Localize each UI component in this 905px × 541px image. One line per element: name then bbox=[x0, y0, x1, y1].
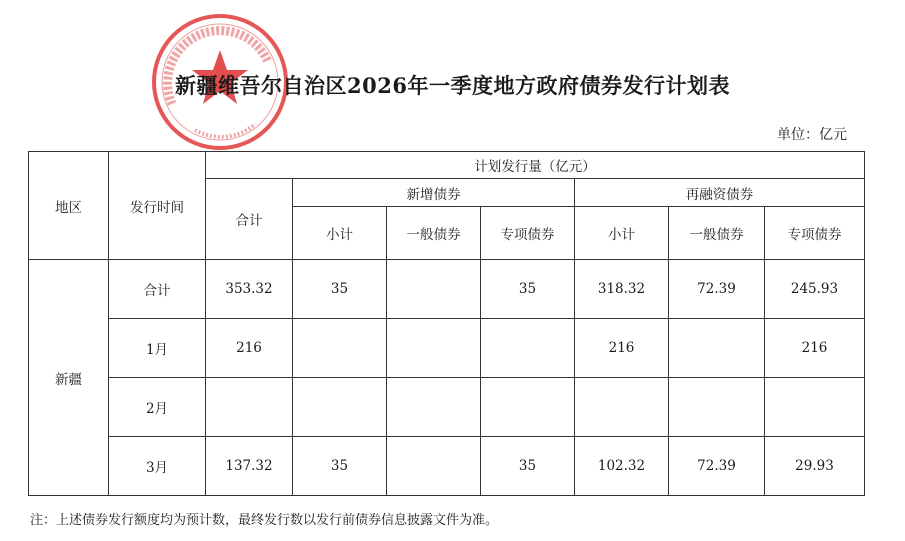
new-subtotal-cell bbox=[293, 378, 387, 437]
table-row bbox=[29, 319, 865, 378]
header-ref-special: 专项债券 bbox=[765, 207, 865, 260]
ref-general-cell bbox=[669, 378, 765, 437]
header-time: 发行时间 bbox=[109, 152, 206, 260]
time-cell: 3月 bbox=[109, 437, 206, 496]
new-special-cell: 35 bbox=[481, 260, 575, 319]
ref-subtotal-cell bbox=[575, 378, 669, 437]
new-subtotal-cell bbox=[293, 319, 387, 378]
page-title: 新疆维吾尔自治区2026年一季度地方政府债券发行计划表 bbox=[175, 73, 730, 98]
ref-special-cell bbox=[765, 378, 865, 437]
total-cell bbox=[206, 378, 293, 437]
ref-subtotal-cell: 318.32 bbox=[575, 260, 669, 319]
total-cell: 137.32 bbox=[206, 437, 293, 496]
region-cell: 新疆 bbox=[29, 260, 109, 496]
header-new-bonds: 新增债券 bbox=[293, 179, 575, 207]
ref-subtotal-cell: 102.32 bbox=[575, 437, 669, 496]
new-special-cell bbox=[481, 378, 575, 437]
table-row bbox=[29, 437, 865, 496]
ref-general-cell: 72.39 bbox=[669, 437, 765, 496]
ref-subtotal-cell: 216 bbox=[575, 319, 669, 378]
unit-label: 单位：亿元 bbox=[777, 127, 847, 143]
new-general-cell bbox=[387, 378, 481, 437]
total-cell: 353.32 bbox=[206, 260, 293, 319]
header-total: 合计 bbox=[206, 179, 293, 260]
new-special-cell: 35 bbox=[481, 437, 575, 496]
header-planned: 计划发行量（亿元） bbox=[206, 152, 865, 179]
header-region: 地区 bbox=[29, 152, 109, 260]
total-cell: 216 bbox=[206, 319, 293, 378]
header-refinance-bonds: 再融资债券 bbox=[575, 179, 865, 207]
ref-special-cell: 29.93 bbox=[765, 437, 865, 496]
header-ref-general: 一般债券 bbox=[669, 207, 765, 260]
header-new-subtotal: 小计 bbox=[293, 207, 387, 260]
ref-general-cell: 72.39 bbox=[669, 260, 765, 319]
new-general-cell bbox=[387, 260, 481, 319]
new-special-cell bbox=[481, 319, 575, 378]
header-ref-subtotal: 小计 bbox=[575, 207, 669, 260]
footnote: 注：上述债券发行额度均为预计数，最终发行数以发行前债券信息披露文件为准。 bbox=[30, 513, 499, 528]
ref-special-cell: 245.93 bbox=[765, 260, 865, 319]
time-cell: 合计 bbox=[109, 260, 206, 319]
time-cell: 1月 bbox=[109, 319, 206, 378]
header-new-general: 一般债券 bbox=[387, 207, 481, 260]
ref-general-cell bbox=[669, 319, 765, 378]
table-row bbox=[29, 260, 865, 319]
new-general-cell bbox=[387, 319, 481, 378]
bond-plan-table bbox=[28, 151, 865, 496]
ref-special-cell: 216 bbox=[765, 319, 865, 378]
new-general-cell bbox=[387, 437, 481, 496]
time-cell: 2月 bbox=[109, 378, 206, 437]
new-subtotal-cell: 35 bbox=[293, 437, 387, 496]
new-subtotal-cell: 35 bbox=[293, 260, 387, 319]
table-row bbox=[29, 378, 865, 437]
header-new-special: 专项债券 bbox=[481, 207, 575, 260]
